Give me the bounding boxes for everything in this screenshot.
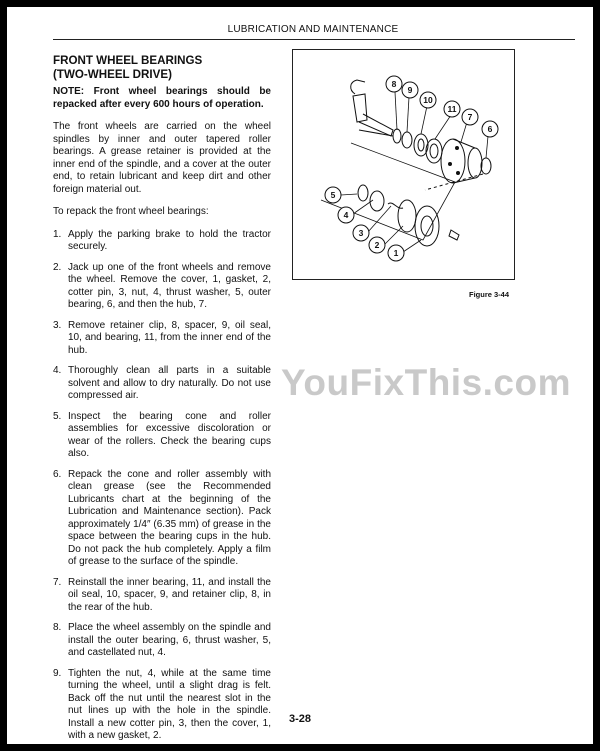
procedure-step: [53, 469, 271, 569]
callout-2: [369, 237, 385, 253]
step-number: 4.: [53, 365, 62, 376]
spacer: [402, 132, 412, 148]
procedure-step: [53, 229, 271, 254]
step-text: Tighten the nut, 4, while at the same time turning the wheel, until a slight drag is felt. Back off the nut until the nearest slot in the nut lines up with the hole in the spindle. Install a new cotter pin, 3, then the cover, 1, with a new gasket, 2.: [68, 667, 271, 741]
svg-text:7: 7: [467, 112, 473, 122]
callout-9: [402, 82, 418, 98]
callout-10: [420, 92, 436, 108]
step-number: 8.: [53, 622, 62, 633]
svg-text:1: 1: [393, 248, 399, 258]
spindle-knuckle: [351, 80, 365, 94]
text-column: [53, 54, 271, 744]
intro-paragraph: The front wheels are carried on the wheel spindles by inner and outer tapered roller bearings. A grease retainer is provided at the inner end of the spindle, and a cover at the outer end, to retain lubricant and keep dirt and other foreign material out.: [53, 121, 271, 195]
procedure-step: [53, 668, 271, 743]
section-title: [53, 54, 271, 82]
svg-text:5: 5: [330, 190, 336, 200]
retainer-clip: [393, 129, 401, 143]
callout-5: [325, 187, 341, 203]
figure-caption: Figure 3-44: [469, 290, 510, 299]
step-number: 1.: [53, 228, 62, 240]
service-note: NOTE: Front wheel bearings should be repacked after every 600 hours of operation.: [53, 86, 271, 110]
callout-11: [444, 101, 460, 117]
callout-3: [353, 225, 369, 241]
step-number: 6.: [53, 468, 62, 480]
callout-4: [338, 207, 354, 223]
svg-text:2: 2: [374, 240, 380, 250]
callout-8: [386, 76, 402, 92]
step-text: Repack the cone and roller assembly with clean grease (see the Recommended Lubricants chart at the beginning of the Lubrication and Maintenance section). Pack approximately 1/4″ (6.35 mm) of grease in the space between the bearing cups in the hub. Do not pack the hub completely. Apply a film of grease to the surface of the spindle.: [68, 468, 271, 567]
watermark: YouFixThis.com: [281, 362, 572, 403]
svg-text:9: 9: [407, 85, 413, 95]
gasket: [398, 200, 416, 232]
callout-6: [482, 121, 498, 137]
svg-text:3: 3: [358, 228, 364, 238]
step-number: 7.: [53, 576, 62, 588]
procedure-step: [53, 411, 271, 461]
procedure-step: [53, 365, 271, 403]
step-text: Remove retainer clip, 8, spacer, 9, oil seal, 10, and bearing, 11, from the inner end of the hub.: [68, 319, 271, 356]
section-title-line2: (TWO-WHEEL DRIVE): [53, 68, 172, 81]
hub-assembly-diagram: [293, 50, 514, 279]
step-number: 3.: [53, 319, 62, 331]
step-text: Apply the parking brake to hold the tractor securely.: [68, 228, 271, 252]
step-text: Jack up one of the front wheels and remove the wheel. Remove the cover, 1, gasket, 2, cotter pin, 3, nut, 4, thrust washer, 5, outer bearing, 6, and then the hub, 7.: [68, 261, 271, 310]
svg-text:6: 6: [487, 124, 493, 134]
spindle-arm: [353, 94, 367, 122]
step-text: Reinstall the inner bearing, 11, and install the oil seal, 10, spacer, 9, and retainer clip, 8, in the rear of the hub.: [68, 576, 271, 613]
exploded-hub-figure: [292, 49, 515, 280]
svg-text:11: 11: [447, 104, 457, 114]
procedure-step: [53, 577, 271, 615]
procedure-step: [53, 320, 271, 358]
procedure-lead: To repack the front wheel bearings:: [53, 206, 209, 217]
procedure-steps: [53, 229, 271, 743]
page-number: 3-28: [288, 713, 312, 725]
grease-fitting: [449, 230, 459, 240]
step-text: Inspect the bearing cone and roller assemblies for excessive discoloration or wear of the rollers. Check the bearing cups also.: [68, 410, 271, 459]
svg-text:8: 8: [391, 79, 397, 89]
hub: [441, 139, 465, 183]
step-text: Thoroughly clean all parts in a suitable solvent and allow to dry naturally. Do not use compressed air.: [68, 365, 271, 401]
header-rule: [53, 39, 575, 40]
spindle-edge: [359, 130, 393, 136]
inner-bearing: [426, 139, 442, 163]
step-number: 5.: [53, 410, 62, 422]
section-title-line1: FRONT WHEEL BEARINGS: [53, 54, 203, 67]
running-header: LUBRICATION AND MAINTENANCE: [227, 24, 399, 35]
svg-text:4: 4: [343, 210, 349, 220]
manual-page: [7, 7, 593, 744]
step-number: 2.: [53, 261, 62, 273]
hub-cover: [415, 206, 439, 246]
procedure-step: [53, 262, 271, 312]
step-number: 9.: [53, 667, 62, 679]
step-text: Place the wheel assembly on the spindle and install the outer bearing, 6, thrust washer, 5, and castellated nut, 4.: [68, 622, 271, 658]
callout-7: [462, 109, 478, 125]
svg-text:10: 10: [423, 95, 433, 105]
outer-bearing: [481, 158, 491, 174]
procedure-step: [53, 622, 271, 660]
callout-1: [388, 245, 404, 261]
thrust-washer: [358, 185, 368, 201]
